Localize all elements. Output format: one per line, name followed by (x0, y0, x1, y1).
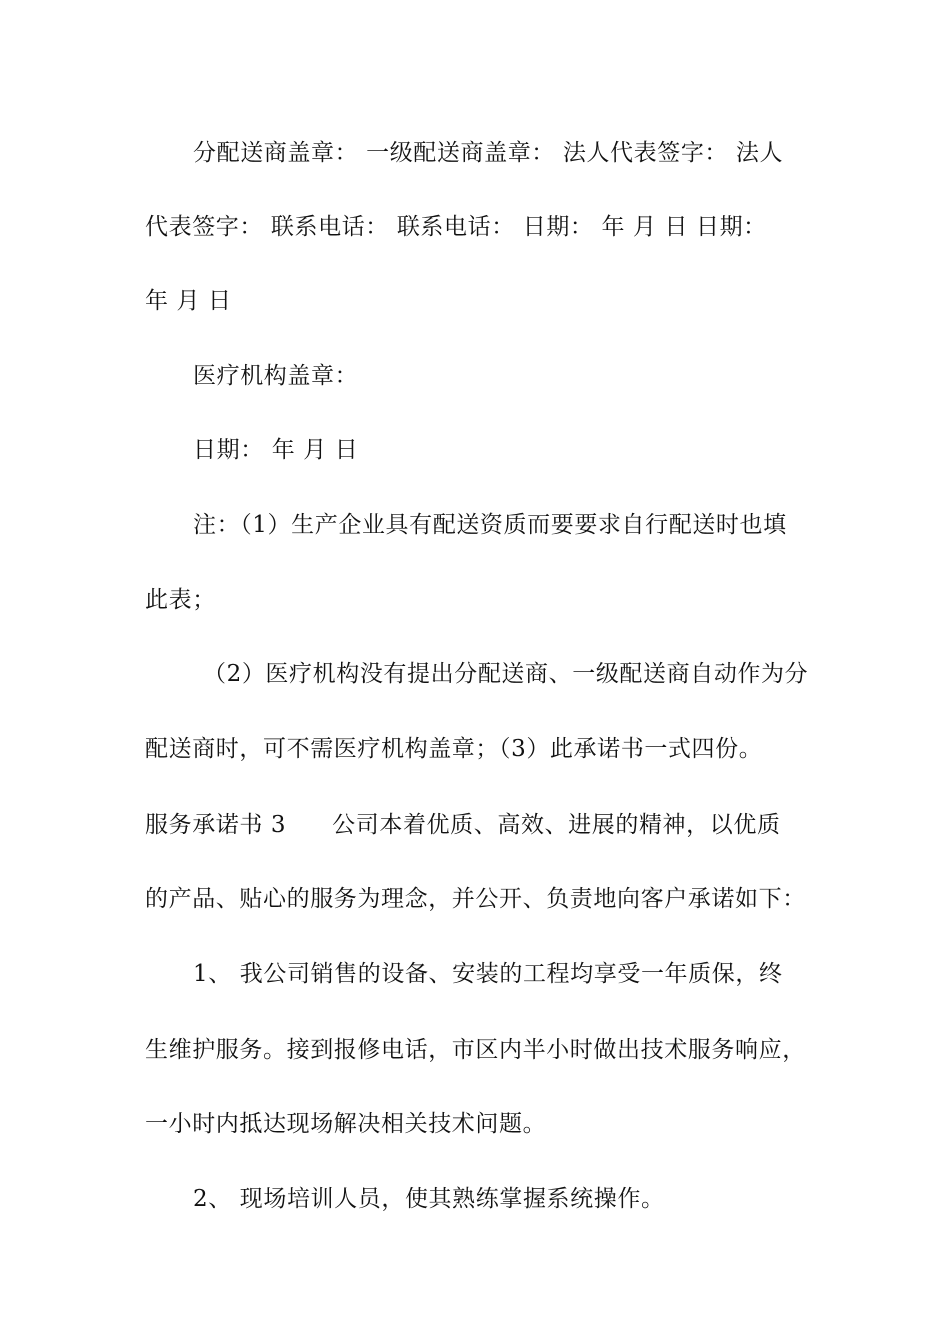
note-line-2: 此表； (145, 587, 216, 613)
intro-line-1: 公司本着优质、高效、进展的精神，以优质 (332, 812, 781, 838)
medical-institution-seal: 医疗机构盖章： (193, 363, 359, 389)
signature-line-3: 年 月 日 (145, 288, 232, 314)
note2-line-1: （2）医疗机构没有提出分配送商、一级配送商自动作为分 (203, 661, 809, 687)
item1-line-2: 生维护服务。接到报修电话，市区内半小时做出技术服务响应， (145, 1037, 806, 1063)
signature-line-1: 分配送商盖章： 一级配送商盖章： 法人代表签字： 法人 (193, 140, 784, 166)
section-title: 服务承诺书 3 (145, 812, 287, 838)
item1-line-1: 1、 我公司销售的设备、安装的工程均享受一年质保，终 (193, 961, 783, 987)
intro-line-2: 的产品、贴心的服务为理念，并公开、负责地向客户承诺如下： (145, 886, 806, 912)
section-intro-line (145, 810, 835, 840)
signature-line-2: 代表签字： 联系电话： 联系电话： 日期： 年 月 日 日期： (145, 214, 767, 240)
item2-line-1: 2、 现场培训人员，使其熟练掌握系统操作。 (193, 1186, 665, 1212)
date-line: 日期： 年 月 日 (193, 437, 359, 463)
item1-line-3: 一小时内抵达现场解决相关技术问题。 (145, 1111, 547, 1137)
note-line-1: 注：（1）生产企业具有配送资质而要要求自行配送时也填 (193, 512, 787, 538)
note2-line-2: 配送商时，可不需医疗机构盖章；（3）此承诺书一式四份。 (145, 736, 763, 762)
